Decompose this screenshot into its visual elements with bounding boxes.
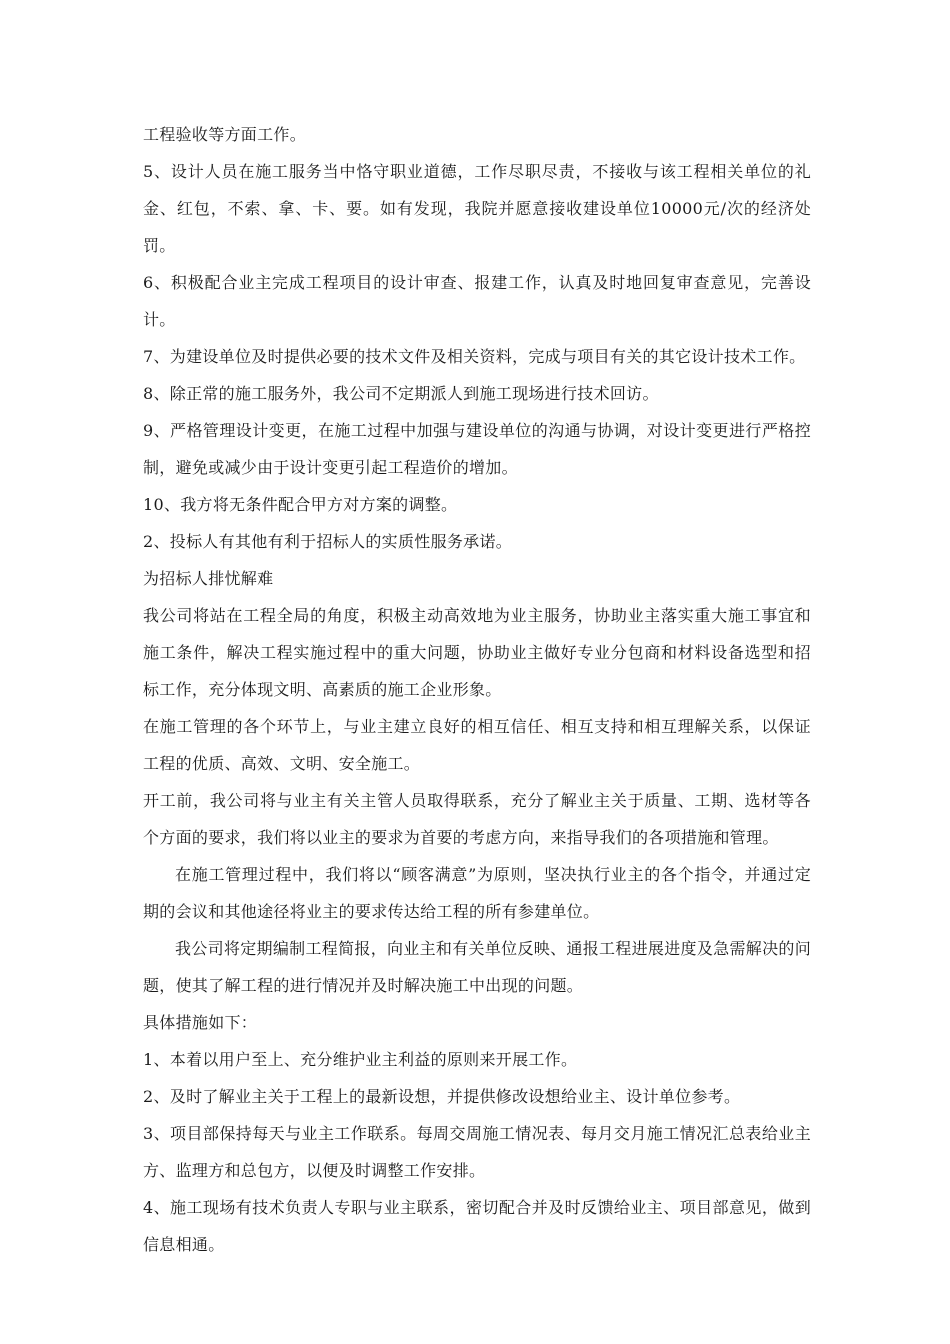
- paragraph: 4、施工现场有技术负责人专职与业主联系，密切配合并及时反馈给业主、项目部意见，做到信息相通。: [143, 1198, 811, 1254]
- paragraph: 工程验收等方面工作。: [143, 125, 307, 144]
- paragraph: 我公司将定期编制工程简报，向业主和有关单位反映、通报工程进展进度及急需解决的问题，使其了解工程的进行情况并及时解决施工中出现的问题。: [143, 939, 811, 995]
- paragraph: 7、为建设单位及时提供必要的技术文件及相关资料，完成与项目有关的其它设计技术工作。: [143, 347, 806, 366]
- paragraph: 6、积极配合业主完成工程项目的设计审查、报建工作，认真及时地回复审查意见，完善设计。: [143, 273, 811, 329]
- paragraph: 我公司将站在工程全局的角度，积极主动高效地为业主服务，协助业主落实重大施工事宜和施工条件，解决工程实施过程中的重大问题，协助业主做好专业分包商和材料设备选型和招标工作，充分体现文明、高素质的施工企业形象。: [143, 606, 811, 699]
- paragraph: 8、除正常的施工服务外，我公司不定期派人到施工现场进行技术回访。: [143, 384, 659, 403]
- paragraph: 3、项目部保持每天与业主工作联系。每周交周施工情况表、每月交月施工情况汇总表给业主方、监理方和总包方，以便及时调整工作安排。: [143, 1124, 811, 1180]
- paragraph: 9、严格管理设计变更，在施工过程中加强与建设单位的沟通与协调，对设计变更进行严格控制，避免或减少由于设计变更引起工程造价的增加。: [143, 421, 811, 477]
- paragraph: 5、设计人员在施工服务当中恪守职业道德，工作尽职尽责，不接收与该工程相关单位的礼金、红包，不索、拿、卡、要。如有发现，我院并愿意接收建设单位10000元/次的经济处罚。: [143, 162, 811, 255]
- paragraph: 10、我方将无条件配合甲方对方案的调整。: [143, 495, 458, 514]
- paragraph: 具体措施如下：: [143, 1013, 258, 1032]
- document-body: [143, 116, 811, 1263]
- paragraph: 开工前，我公司将与业主有关主管人员取得联系，充分了解业主关于质量、工期、选材等各个方面的要求，我们将以业主的要求为首要的考虑方向，来指导我们的各项措施和管理。: [143, 791, 811, 847]
- section-heading: 为招标人排忧解难: [143, 569, 274, 588]
- paragraph: 1、本着以用户至上、充分维护业主利益的原则来开展工作。: [143, 1050, 578, 1069]
- paragraph: 2、及时了解业主关于工程上的最新设想，并提供修改设想给业主、设计单位参考。: [143, 1087, 741, 1106]
- paragraph: 2、投标人有其他有利于招标人的实质性服务承诺。: [143, 532, 513, 551]
- paragraph: 在施工管理过程中，我们将以“顾客满意”为原则，坚决执行业主的各个指令，并通过定期的会议和其他途径将业主的要求传达给工程的所有参建单位。: [143, 865, 811, 921]
- paragraph: 在施工管理的各个环节上，与业主建立良好的相互信任、相互支持和相互理解关系，以保证工程的优质、高效、文明、安全施工。: [143, 717, 811, 773]
